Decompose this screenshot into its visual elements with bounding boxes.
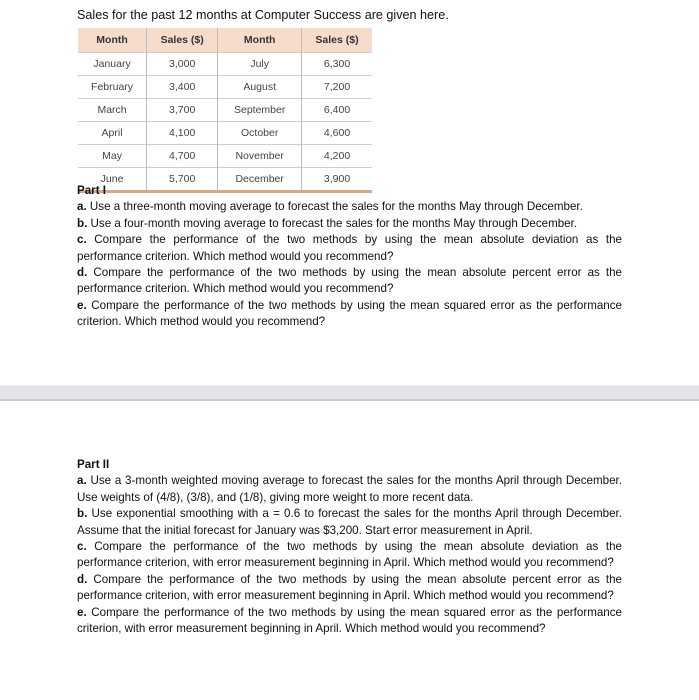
month-cell: June	[78, 168, 147, 192]
month-cell: July	[218, 53, 302, 76]
question-item	[77, 298, 622, 331]
sales-cell: 3,900	[302, 168, 372, 192]
table-row	[78, 145, 372, 168]
question-label: e.	[77, 298, 87, 312]
header-month: Month	[78, 28, 147, 53]
part-1-title: Part I	[77, 184, 106, 197]
month-cell: September	[218, 99, 302, 122]
month-cell: May	[78, 145, 147, 168]
question-item	[77, 232, 622, 265]
question-text: Compare the performance of the two methods by using the mean absolute deviation as the performance criterion, with error measurement beginning in April. Which method would you recommend?	[77, 540, 622, 570]
question-text: Compare the performance of the two methods by using the mean squared error as the performance criterion. Which method would you recommend?	[77, 298, 622, 329]
question-label: a.	[77, 200, 87, 214]
question-text: Use a three-month moving average to forecast the sales for the months May through December.	[86, 200, 583, 214]
month-cell: December	[218, 168, 302, 192]
question-item	[77, 506, 622, 539]
part-1	[77, 183, 622, 331]
month-cell: November	[218, 145, 302, 168]
sales-cell: 3,400	[147, 76, 218, 99]
table-header-row	[78, 28, 372, 53]
sales-cell: 4,100	[147, 122, 218, 145]
sales-cell: 5,700	[147, 168, 218, 192]
sales-table	[78, 28, 372, 193]
header-sales: Sales ($)	[147, 28, 218, 53]
table-row	[78, 53, 372, 76]
intro-text: Sales for the past 12 months at Computer Success are given here.	[77, 8, 449, 22]
month-cell: October	[218, 122, 302, 145]
question-text: Compare the performance of the two methods by using the mean absolute percent error as the performance criterion. Which method would you recommend?	[77, 266, 622, 296]
question-label: b.	[77, 507, 88, 521]
sales-cell: 3,700	[147, 99, 218, 122]
month-cell: January	[78, 53, 147, 76]
part-2-title: Part II	[77, 458, 110, 471]
table-row	[78, 122, 372, 145]
question-label: c.	[77, 233, 87, 247]
question-text: Compare the performance of the two methods by using the mean squared error as the performance criterion, with error measurement beginning in April. Which method would you recommend?	[77, 605, 622, 636]
table-row	[78, 99, 372, 122]
section-divider	[0, 385, 699, 401]
question-item	[77, 199, 622, 215]
month-cell: April	[78, 122, 147, 145]
table-row	[78, 76, 372, 99]
sales-cell: 6,300	[302, 53, 372, 76]
part-2	[77, 457, 622, 637]
sales-cell: 3,000	[147, 53, 218, 76]
question-label: b.	[77, 216, 88, 230]
question-item	[77, 539, 622, 572]
question-label: c.	[77, 540, 87, 554]
question-text: Compare the performance of the two methods by using the mean absolute deviation as the performance criterion. Which method would you recommend?	[77, 233, 622, 263]
question-item	[77, 216, 622, 232]
sales-cell: 7,200	[302, 76, 372, 99]
month-cell: March	[78, 99, 147, 122]
month-cell: February	[78, 76, 147, 99]
question-label: a.	[77, 474, 87, 488]
question-item	[77, 265, 622, 298]
question-label: d.	[77, 572, 88, 586]
question-item	[77, 605, 622, 638]
question-text: Use exponential smoothing with a = 0.6 to forecast the sales for the months April through December. Assume that the initial forecast for January was $3,200. Start error measurement in April.	[77, 507, 622, 537]
question-text: Use a 3-month weighted moving average to forecast the sales for the months April through December. Use weights of (4/8), (3/8), and (1/8), giving more weight to more recent data.	[77, 474, 622, 504]
sales-cell: 4,700	[147, 145, 218, 168]
question-text: Compare the performance of the two methods by using the mean absolute percent error as the performance criterion, with error measurement beginning in April. Which method would you recommend?	[77, 572, 622, 603]
sales-cell: 4,200	[302, 145, 372, 168]
sales-cell: 6,400	[302, 99, 372, 122]
question-item	[77, 473, 622, 506]
header-sales: Sales ($)	[302, 28, 372, 53]
month-cell: August	[218, 76, 302, 99]
question-text: Use a four-month moving average to forecast the sales for the months May through December.	[87, 216, 578, 230]
sales-cell: 4,600	[302, 122, 372, 145]
question-item	[77, 572, 622, 605]
header-month: Month	[218, 28, 302, 53]
question-label: e.	[77, 605, 87, 619]
question-label: d.	[77, 266, 88, 280]
